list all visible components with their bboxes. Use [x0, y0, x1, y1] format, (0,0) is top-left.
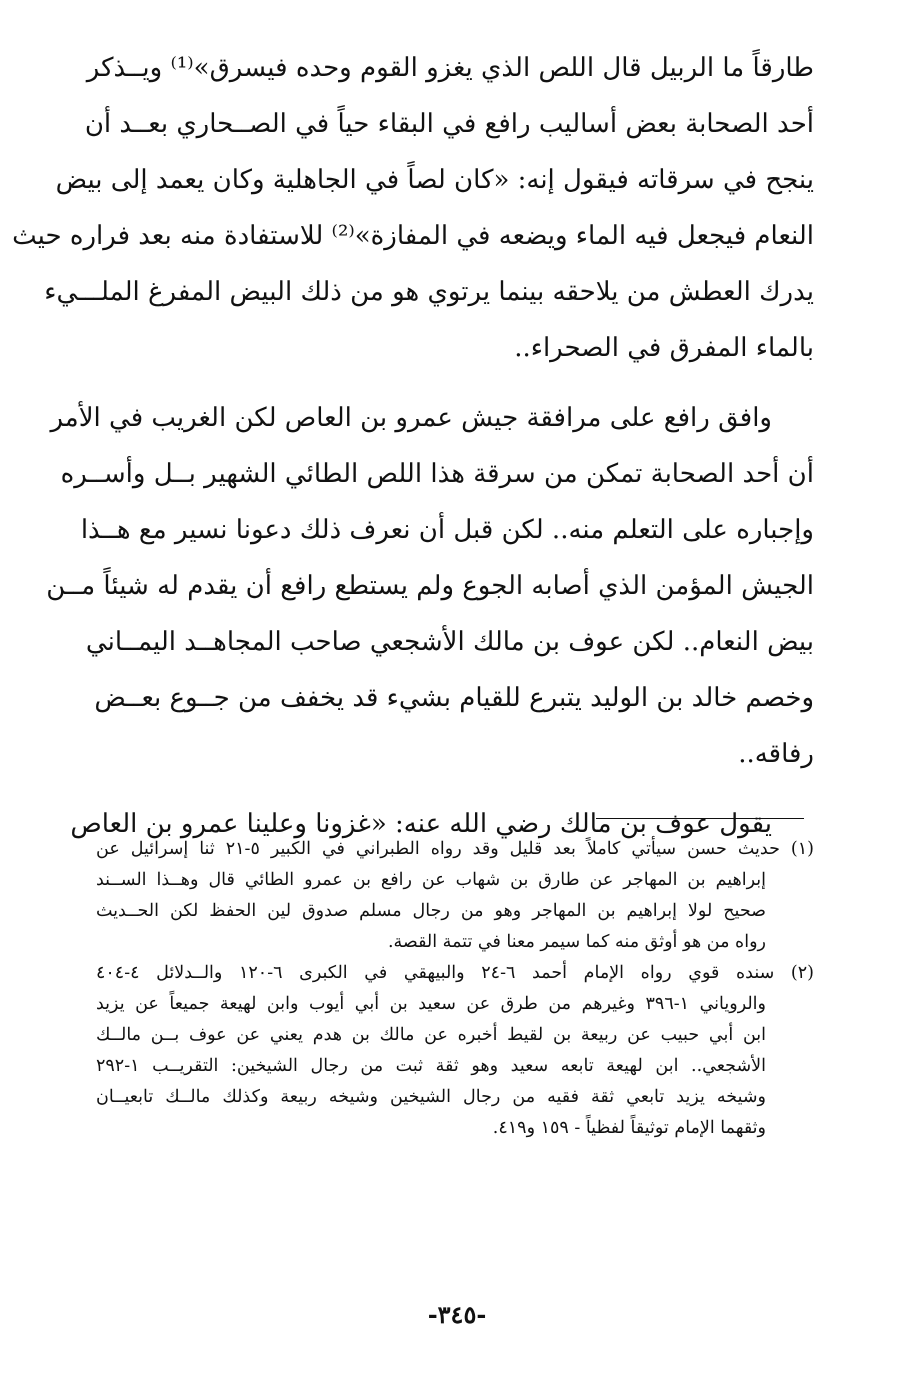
text-line: الجيش المؤمن الذي أصابه الجوع ولم يستطع رافع أن يقدم له شيئاً مــن — [46, 571, 814, 601]
footnote-separator — [596, 818, 804, 819]
text-line: ينجح في سرقاته فيقول إنه: «كان لصاً في الجاهلية وكان يعمد إلى بيض — [55, 165, 814, 195]
text-line: رفاقه.. — [738, 739, 814, 769]
text-line: أن أحد الصحابة تمكن من سرقة هذا اللص الطائي الشهير بــل وأســره — [60, 459, 814, 489]
footnote-line: رواه من هو أوثق منه كما سيمر معنا في تتمة القصة. — [387, 932, 766, 952]
text-line: يدرك العطش من يلاحقه بينما يرتوي هو من ذلك البيض المفرغ الملـــيء — [44, 277, 814, 307]
page-number: -٣٤٥- — [427, 1300, 487, 1329]
footnote-line: وثقهما الإمام توثيقاً لفظياً - ١٥٩ و٤١٩. — [492, 1118, 766, 1138]
text-line: طارقاً ما الربيل قال اللص الذي يغزو القوم وحده فيسرق»⁽¹⁾ ويــذكر — [86, 53, 814, 83]
footnote-line: صحيح لولا إبراهيم بن المهاجر وهو من رجال مسلم صدوق لين الحفظ لكن الحــديث — [96, 901, 766, 921]
footnote-line: (١) حديث حسن سيأتي كاملاً بعد قليل وقد رواه الطبراني في الكبير ٥-٢١ ثنا إسرائيل عن — [96, 839, 814, 859]
text-line: النعام فيجعل فيه الماء ويضعه في المفازة»⁽²⁾ للاستفادة منه بعد فراره حيث — [12, 221, 814, 251]
footnotes — [96, 834, 814, 1144]
text-line: بالماء المفرق في الصحراء.. — [514, 333, 814, 363]
main-text — [12, 40, 814, 852]
text-line: وخصم خالد بن الوليد يتبرع للقيام بشيء قد يخفف من جــوع بعــض — [94, 683, 814, 713]
text-line: وإجباره على التعلم منه.. لكن قبل أن نعرف ذلك دعونا نسير مع هــذا — [80, 515, 814, 545]
paragraph-1 — [12, 40, 814, 376]
text-line: وافق رافع على مرافقة جيش عمرو بن العاص لكن الغريب في الأمر — [50, 403, 772, 433]
footnote-line: الأشجعي.. ابن لهيعة تابعه سعيد وهو ثقة ثبت من رجال الشيخين: التقريــب ١-٢٩٢ — [96, 1056, 766, 1076]
footnote-2 — [96, 958, 814, 1144]
paragraph-2 — [46, 390, 814, 782]
text-line: أحد الصحابة بعض أساليب رافع في البقاء حياً في الصــحاري بعــد أن — [84, 109, 814, 139]
text-line: بيض النعام.. لكن عوف بن مالك الأشجعي صاحب المجاهــد اليمــاني — [85, 627, 814, 657]
footnote-line: والروياني ١-٣٩٦ وغيرهم من طرق عن سعيد بن أبي أيوب وابن لهيعة جميعاً عن يزيد — [96, 994, 766, 1014]
footnote-line: (٢) سنده قوي رواه الإمام أحمد ٦-٢٤ والبيهقي في الكبرى ٦-١٢٠ والــدلائل ٤-٤٠٤ — [96, 963, 814, 983]
footnote-1 — [96, 834, 814, 958]
text-line: يقول عوف بن مالك رضي الله عنه: «غزونا وعلينا عمرو بن العاص — [70, 809, 772, 839]
footnote-line: إبراهيم بن المهاجر عن طارق بن شهاب عن رافع بن عمرو الطائي قال وهــذا الســند — [96, 870, 766, 890]
footnote-line: ابن أبي حبيب عن ربيعة بن لقيط أخبره عن مالك بن هدم يعني عن عوف بــن مالــك — [96, 1025, 766, 1045]
footnote-line: وشيخه يزيد تابعي ثقة فقيه من رجال الشيخين وشيخه ربيعة وكذلك مالــك تابعيــان — [96, 1087, 766, 1107]
